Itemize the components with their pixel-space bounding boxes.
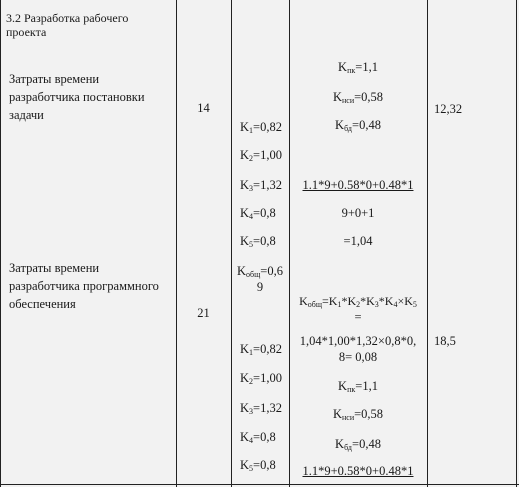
coef2-k3-value: 1,32 (260, 401, 282, 415)
formula2-kbd: $K_{бд}=0,48$ (335, 437, 381, 452)
section-title-line1: 3.2 Разработка рабочего (6, 11, 129, 25)
coef2-k3: $K_3=1,32$ (240, 401, 282, 416)
formula-kbd-value: 0,48 (359, 118, 381, 132)
coef-k5-value: 0,8 (260, 234, 276, 248)
formula-kobsh: $K_{общ}=K_1*K_2*K_3*K_4\times K_5$ (299, 294, 417, 309)
section-title-line2: проекта (6, 25, 47, 39)
formula2-knsi-value: 0,58 (361, 407, 384, 421)
coef-k3-value: 1,32 (260, 178, 282, 192)
task1-label-line2: разработчика постановки (9, 90, 145, 104)
task1-label-line3: задачи (9, 108, 44, 122)
coef-k1-value: 0,82 (260, 120, 282, 134)
task1-result: 12,32 (434, 102, 463, 116)
table-border-left (0, 0, 1, 487)
formula-knsi-value: 0,58 (361, 90, 384, 104)
task2-label-line1: Затраты времени (9, 261, 100, 275)
coef-k3: $K_3=1,32$ (240, 178, 282, 193)
coef-k2-value: 1,00 (260, 148, 282, 162)
table-bottom-border (0, 484, 519, 485)
formula2-knsi: $K_{нси}=0,58$ (332, 407, 384, 422)
coef2-k1: $K_1=0,82$ (240, 342, 282, 357)
task1-hours: 14 (197, 101, 210, 115)
column-divider-2 (231, 0, 232, 487)
coef-k1: $K_1=0,82$ (240, 120, 282, 135)
coef2-k2: $K_2=1,00$ (240, 371, 282, 386)
formula-expression-numerator: 1.1*9+0.58*0+0.48*1 (302, 178, 414, 192)
coef-kobsh-value: 0,6 (267, 264, 283, 278)
formula-expression-result: =1,04 (343, 234, 373, 248)
coef2-k1-value: 0,82 (260, 342, 282, 356)
formula-calc-line1: 1,04*1,00*1,32×0,8*0, (299, 334, 417, 348)
formula-kpk-value: 1,1 (362, 60, 378, 74)
coef2-k5: $K_5=0,8$ (240, 458, 276, 473)
coef2-k4: $K_4=0,8$ (240, 430, 276, 445)
formula-kbd: $K_{бд}=0,48$ (335, 118, 381, 133)
coef2-k4-value: 0,8 (260, 430, 276, 444)
coef-k4: $K_4=0,8$ (240, 206, 276, 221)
column-divider-4 (427, 0, 428, 487)
coef-kobsh: $K_{общ}=0,6$ (237, 264, 283, 279)
coef2-k5-value: 0,8 (260, 458, 276, 472)
formula2-kpk-value: 1,1 (362, 379, 378, 393)
formula2-kbd-value: 0,48 (359, 437, 381, 451)
task2-label-line3: обеспечения (9, 297, 76, 311)
coef-kobsh-wrap: 9 (256, 280, 264, 294)
formula-expression-denominator: 9+0+1 (341, 206, 375, 220)
task2-hours: 21 (197, 306, 210, 320)
coef-k5: $K_5=0,8$ (240, 234, 276, 249)
formula-knsi: $K_{нси}=0,58$ (332, 90, 384, 105)
formula2-expression-numerator: 1.1*9+0.58*0+0.48*1 (302, 464, 414, 478)
formula-kpk: $K_{пк}=1,1$ (338, 60, 378, 75)
formula-kobsh-eq: = (354, 310, 362, 324)
table-border-right (516, 0, 517, 487)
task1-label-line1: Затраты времени (9, 72, 100, 86)
formula-kobsh-tail: ×K (397, 294, 413, 308)
formula2-kpk: $K_{пк}=1,1$ (338, 379, 378, 394)
task2-label-line2: разработчика программного (9, 279, 159, 293)
coef-k2: $K_2=1,00$ (240, 148, 282, 163)
formula-calc-line2: 8= 0,08 (338, 350, 378, 364)
task2-result: 18,5 (434, 334, 456, 348)
coef2-k2-value: 1,00 (260, 371, 282, 385)
column-divider-1 (176, 0, 177, 487)
coef-k4-value: 0,8 (260, 206, 276, 220)
